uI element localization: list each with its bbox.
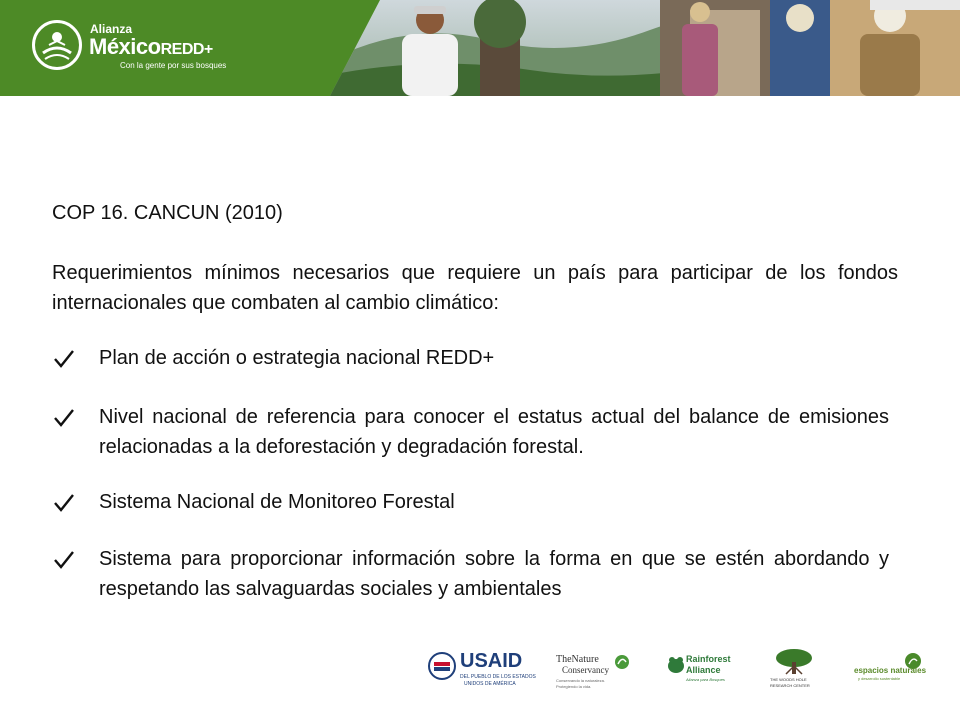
tree-icon bbox=[774, 648, 814, 676]
header-banner bbox=[0, 0, 960, 96]
tnc-line3: Conservando la naturaleza. Protegiendo la vida. bbox=[556, 678, 605, 689]
nature-conservancy-logo bbox=[556, 648, 636, 694]
frog-icon bbox=[666, 654, 686, 676]
slide-title: COP 16. CANCUN (2010) bbox=[52, 202, 283, 224]
en-line2: y desarrollo sustentable bbox=[858, 676, 901, 681]
logo-emblem-icon bbox=[32, 20, 82, 70]
woods-hole-logo bbox=[770, 648, 820, 694]
list-item-text: Nivel nacional de referencia para conocer el estatus actual del balance de emisiones relacionadas a la deforestación y degradación forestal. bbox=[99, 406, 889, 458]
list-item-text: Sistema para proporcionar información sobre la forma en que se estén abordando y respetando las salvaguardas sociales y ambientales bbox=[99, 548, 889, 600]
ra-line3: Alianza para Bosques bbox=[686, 677, 725, 682]
whrc-line2: RESEARCH CENTER bbox=[770, 683, 810, 688]
usaid-logo bbox=[428, 648, 536, 694]
partner-logos bbox=[420, 648, 940, 696]
logo-main-text bbox=[89, 34, 213, 60]
logo-main-suffix: REDD+ bbox=[160, 41, 213, 58]
checkmark-icon bbox=[52, 402, 76, 432]
usaid-name: USAID bbox=[460, 650, 523, 672]
logo-top-text: Alianza bbox=[90, 22, 133, 36]
ra-line2: Alliance bbox=[686, 665, 721, 675]
list-item-text: Sistema Nacional de Monitoreo Forestal bbox=[99, 491, 455, 513]
rainforest-alliance-logo bbox=[666, 648, 746, 694]
espacios-naturales-logo bbox=[854, 648, 934, 694]
tnc-line1: TheNature bbox=[556, 654, 599, 665]
en-line1: espacios naturales bbox=[854, 666, 927, 675]
banner-photo bbox=[330, 0, 960, 96]
tnc-leaf-icon bbox=[614, 654, 630, 670]
tnc-line2: Conservancy bbox=[562, 665, 609, 675]
usaid-line2: DEL PUEBLO DE LOS ESTADOS bbox=[460, 674, 536, 680]
usaid-seal-icon bbox=[428, 652, 456, 680]
alianza-mexico-redd-logo bbox=[32, 20, 232, 76]
whrc-line1: THE WOODS HOLE bbox=[770, 677, 807, 682]
usaid-line3: UNIDOS DE AMÉRICA bbox=[464, 681, 516, 687]
ra-line1: Rainforest bbox=[686, 654, 731, 664]
checkmark-icon bbox=[52, 487, 76, 517]
logo-tagline: Con la gente por sus bosques bbox=[120, 61, 227, 70]
checkmark-icon bbox=[52, 544, 76, 574]
logo-main-prefix: México bbox=[89, 34, 161, 59]
list-item-text: Plan de acción o estrategia nacional REDD+ bbox=[99, 347, 495, 369]
slide-intro: Requerimientos mínimos necesarios que requiere un país para participar de los fondos internacionales que combaten al cambio climático: bbox=[52, 262, 898, 314]
checkmark-icon bbox=[52, 343, 76, 373]
